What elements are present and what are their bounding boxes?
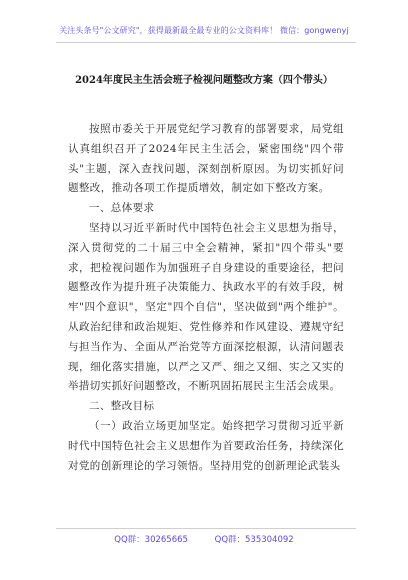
section-heading-general-requirements: 一、总体要求 [89, 202, 155, 215]
section-heading-rectification-goals: 二、整改目标 [89, 400, 155, 413]
rectification-goals-paragraph: （一）政治立场更加坚定。始终把学习贯彻习近平新时代中国特色社会主义思想作为首要政治任务，持续深化对党的创新理论的学习领悟。坚持用党的创新理论武装头 [68, 419, 344, 472]
general-requirements-paragraph: 坚持以习近平新时代中国特色社会主义思想为指导，深入贯彻党的二十届三中全会精神，紧扣"四个带头"要求，把检视问题作为加强班子自身建设的重要途径，把问题整改作为提升班子决策能力、执政水平的有效手段，树牢"四个意识"，坚定"四个自信"，坚决做到"两个维护"。从政治纪律和政治规矩、党性修养和作风建设、遵规守纪与担当作为、全面从严治党等方面深挖根源，认清问题表现，细化落实措施，以严之又严、细之又细、实之又实的举措切实抓好问题整改，不断巩固拓展民主生活会成果。 [68, 221, 344, 393]
footer-qq-group-2: QQ群：535304092 [214, 535, 294, 545]
intro-paragraph: 按照市委关于开展党纪学习教育的部署要求，局党组认真组织召开了2024年民主生活会，紧密围绕"四个带头"主题，深入查找问题，深刻剖析原因。为切实抓好问题整改，推动各项工作提质增效，制定如下整改方案。 [68, 123, 344, 195]
footer-qq-group-1: QQ群：30265665 [114, 535, 188, 545]
header-divider [56, 42, 356, 43]
header-note: 关注头条号"公文研究"，获得最新最全最专业的公文资料库！ 微信：gongwenyj [59, 26, 349, 35]
footer [0, 533, 408, 545]
footer-divider [56, 528, 356, 529]
document-body [68, 120, 344, 476]
document-title: 2024年度民主生活会班子检视问题整改方案（四个带头） [75, 75, 333, 86]
